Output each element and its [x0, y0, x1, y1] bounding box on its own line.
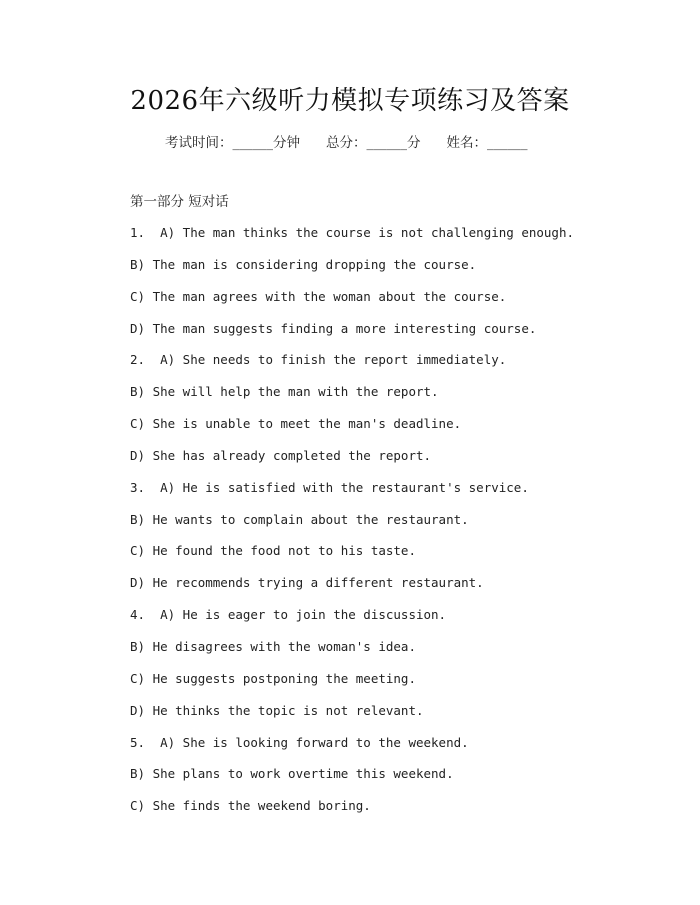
option-line: C) He found the food not to his taste.: [130, 543, 416, 558]
option-line: D) The man suggests finding a more interesting course.: [130, 321, 537, 336]
option-line: B) The man is considering dropping the course.: [130, 257, 477, 272]
option-line: C) He suggests postponing the meeting.: [130, 671, 416, 686]
option-line: D) He recommends trying a different restaurant.: [130, 575, 484, 590]
option-line: C) She finds the weekend boring.: [130, 798, 371, 813]
option-line: B) He wants to complain about the restaurant.: [130, 512, 469, 527]
exam-meta: [165, 131, 528, 151]
name-label: 姓名：______: [446, 135, 528, 151]
option-line: D) He thinks the topic is not relevant.: [130, 703, 424, 718]
exam-time-label: 考试时间：______分钟: [165, 135, 300, 151]
option-line: B) She plans to work overtime this weekend.: [130, 766, 454, 781]
section-title: 第一部分 短对话: [130, 194, 229, 210]
question-line: 5. A) She is looking forward to the weekend.: [130, 735, 469, 750]
question-line: 1. A) The man thinks the course is not challenging enough.: [130, 225, 575, 240]
option-line: D) She has already completed the report.: [130, 448, 432, 463]
option-line: B) She will help the man with the report.: [130, 384, 439, 399]
question-line: 4. A) He is eager to join the discussion.: [130, 607, 447, 622]
question-line: 3. A) He is satisfied with the restaurant's service.: [130, 480, 529, 495]
document-title: 2026年六级听力模拟专项练习及答案: [130, 86, 570, 116]
option-line: C) The man agrees with the woman about the course.: [130, 289, 507, 304]
option-line: B) He disagrees with the woman's idea.: [130, 639, 416, 654]
question-line: 2. A) She needs to finish the report immediately.: [130, 352, 507, 367]
total-score-label: 总分：______分: [326, 135, 421, 151]
option-line: C) She is unable to meet the man's deadline.: [130, 416, 462, 431]
